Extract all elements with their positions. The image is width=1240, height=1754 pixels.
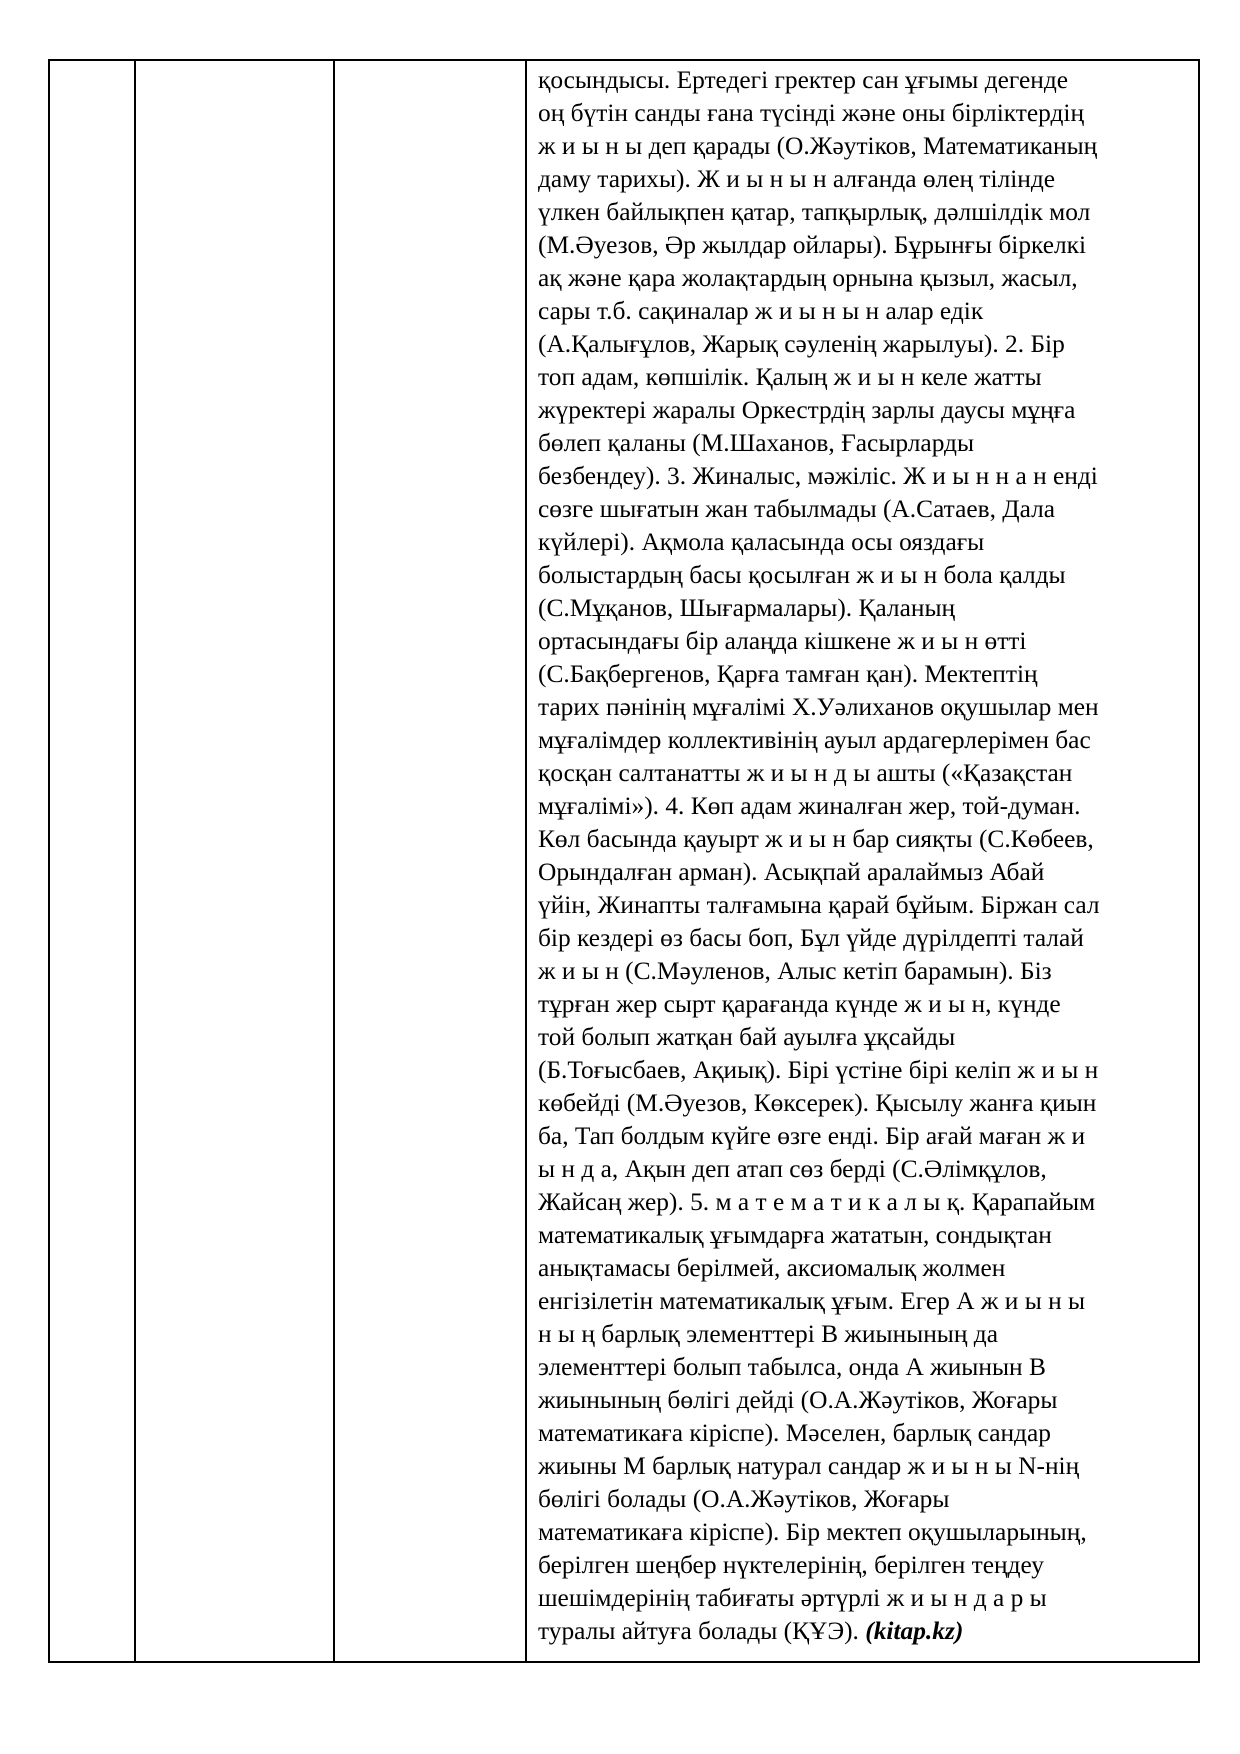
definition-line: топ адам, көпшілік. Қалың ж и ы н келе жатты [538,363,1042,391]
definition-line: (М.Әуезов, Әр жылдар ойлары). Бұрынғы біркелкі [538,231,1087,259]
definition-line: математикаға кіріспе). Мәселен, барлық сандар [538,1419,1051,1447]
definition-line: элементтері болып табылса, онда А жиынын В [538,1353,1046,1381]
definition-line: мұғалімі»). 4. Көп адам жиналған жер, той-думан. [538,792,1081,820]
definition-line: сары т.б. сақиналар ж и ы н ы н алар едік [538,297,984,325]
definition-line: үлкен байлықпен қатар, тапқырлық, дәлшілдік мол [538,198,1091,226]
source-citation: (kitap.kz) [865,1617,964,1645]
definition-line: ы н д а, Ақын деп атап сөз берді (С.Әлімқұлов, [538,1155,1047,1183]
definition-line: ж и ы н ы деп қарады (О.Жәутіков, Математиканың [538,132,1098,160]
definition-line: н ы ң барлық элементтері В жиынының да [538,1320,998,1348]
definition-line: енгізілетін математикалық ұғым. Егер А ж и ы н ы [538,1287,1086,1315]
document-table [48,59,1200,1663]
definition-last-line [538,1615,1192,1648]
table-cell-1 [49,60,135,1662]
definition-line: (С.Бақбергенов, Қарға тамған қан). Мектептің [538,660,1038,688]
definition-line: сөзге шығатын жан табылмады (А.Сатаев, Дала [538,495,1056,523]
definition-line: үйін, Жинапты талғамына қарай бұйым. Біржан сал [538,891,1100,919]
definition-line: оң бүтін санды ғана түсінді және оны бірліктердің [538,99,1085,127]
definition-line: ақ және қара жолақтардың орнына қызыл, жасыл, [538,264,1078,292]
definition-text [527,61,1198,1648]
definition-line: математикаға кіріспе). Бір мектеп оқушыларының, [538,1518,1087,1546]
definition-line: ба, Тап болдым күйге өзге енді. Бір ағай маған ж и [538,1122,1086,1150]
definition-line: даму тарихы). Ж и ы н ы н алғанда өлең тілінде [538,165,1056,193]
definition-line: жиынының бөлігі дейді (О.А.Жәутіков, Жоғары [538,1386,1058,1414]
definition-line: жиыны М барлық натурал сандар ж и ы н ы N-нің [538,1452,1080,1480]
table-cell-3 [334,60,526,1662]
definition-line: бөлігі болады (О.А.Жәутіков, Жоғары [538,1485,950,1513]
definition-line: Көл басында қауырт ж и ы н бар сияқты (С.Көбеев, [538,825,1094,853]
definition-line: (Б.Тоғысбаев, Ақиық). Бірі үстіне бірі келіп ж и ы н [538,1056,1099,1084]
definition-line: ортасындағы бір алаңда кішкене ж и ы н өтті [538,627,1027,655]
definition-line: мұғалімдер коллективінің ауыл ардагерлерімен бас [538,726,1091,754]
table-cell-definition [526,60,1199,1662]
definition-line: анықтамасы берілмей, аксиомалық жолмен [538,1254,1006,1282]
definition-line: қосындысы. Ертедегі гректер сан ұғымы дегенде [538,66,1069,94]
definition-line: безбендеу). 3. Жиналыс, мәжіліс. Ж и ы н н а н енді [538,462,1098,490]
table-cell-2 [135,60,334,1662]
definition-line: Жайсаң жер). 5. м а т е м а т и к а л ы қ. Қарапайым [538,1188,1096,1216]
definition-lines [538,64,1192,1615]
definition-line: ж и ы н (С.Мәуленов, Алыс кетіп барамын). Біз [538,957,1052,985]
definition-line: болыстардың басы қосылған ж и ы н бола қалды [538,561,1066,589]
definition-line: шешімдерінің табиғаты әртүрлі ж и ы н д а р ы [538,1584,1047,1612]
definition-line: берілген шеңбер нүктелерінің, берілген теңдеу [538,1551,1044,1579]
table-row [49,60,1199,1662]
definition-line: қосқан салтанатты ж и ы н д ы ашты («Қазақстан [538,759,1073,787]
definition-line: күйлері). Ақмола қаласында осы ояздағы [538,528,985,556]
definition-line: бөлеп қаланы (М.Шаханов, Ғасырларды [538,429,975,457]
definition-line: тарих пәнінің мұғалімі Х.Уәлиханов оқушылар мен [538,693,1099,721]
definition-line: математикалық ұғымдарға жататын, сондықтан [538,1221,1052,1249]
last-line-text: туралы айтуға болады (ҚҰЭ). [538,1617,866,1645]
definition-line: жүректері жаралы Оркестрдің зарлы даусы мұңға [538,396,1076,424]
definition-line: Орындалған арман). Асықпай аралаймыз Абай [538,858,1045,886]
definition-line: тұрған жер сырт қарағанда күнде ж и ы н, күнде [538,990,1061,1018]
definition-line: бір кездері өз басы боп, Бұл үйде дүрілдепті талай [538,924,1084,952]
definition-line: (С.Мұқанов, Шығармалары). Қаланың [538,594,956,622]
definition-line: көбейді (М.Әуезов, Көксерек). Қысылу жанға қиын [538,1089,1097,1117]
definition-line: (А.Қалығұлов, Жарық сәуленің жарылуы). 2. Бір [538,330,1065,358]
definition-line: той болып жатқан бай ауылға ұқсайды [538,1023,956,1051]
